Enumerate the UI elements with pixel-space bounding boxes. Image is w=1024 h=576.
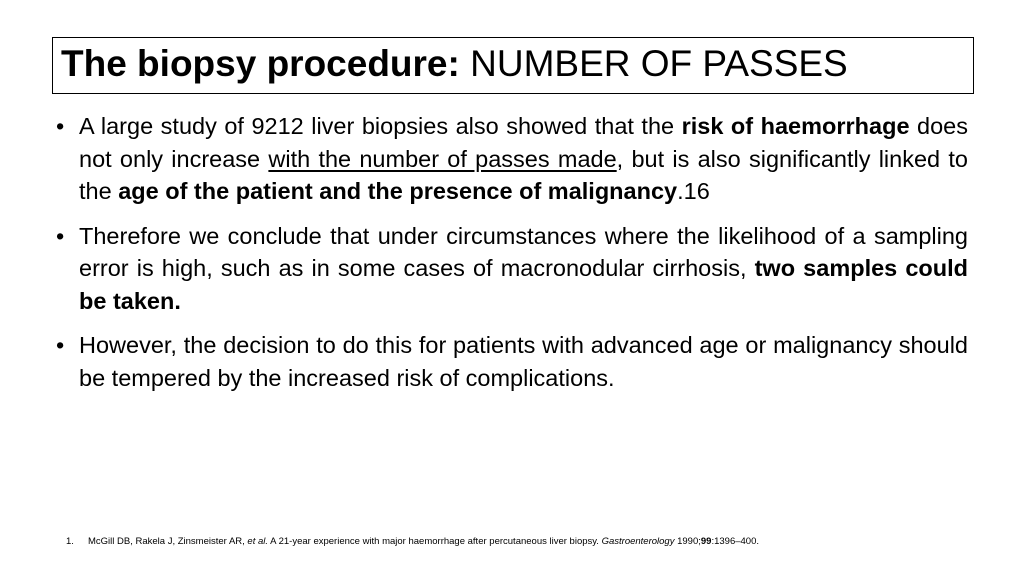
footnote-journal: Gastroenterology (601, 536, 675, 547)
bullet-dot-icon: • (56, 332, 65, 358)
slide-title-rest: NUMBER OF PASSES (459, 43, 848, 84)
bullet-list (56, 110, 968, 406)
footnote-number: 1. (66, 536, 74, 547)
footnote-year: 1990; (674, 536, 701, 547)
bullet-1-bold-1: risk of haemorrhage (681, 113, 910, 139)
bullet-item-3 (56, 329, 968, 394)
bullet-1-bold-2: age of the patient and the presence of malignancy (118, 178, 678, 204)
footnote-authors: McGill DB, Rakela J, Zinsmeister AR, (88, 536, 248, 547)
footnote-et-al: et al. (247, 536, 269, 547)
bullet-2-bold-1: two samples could be taken. (79, 255, 968, 314)
bullet-1-text-3: , but is also significantly linked to the (79, 145, 968, 204)
footnote-reference (66, 536, 759, 548)
bullet-1-text-2: does not only increase (79, 113, 968, 172)
footnote-volume: 99 (700, 536, 712, 547)
bullet-dot-icon: • (56, 222, 65, 249)
slide-title-bold: The biopsy procedure: (61, 43, 460, 84)
title-box (52, 37, 974, 94)
bullet-2-text-1: Therefore we conclude that under circumstances where the likelihood of a sampling error is high, such as in some cases of macronodular cirrhosis, (79, 222, 968, 281)
bullet-1-underline: with the number of passes made (268, 145, 617, 172)
slide-title (61, 45, 848, 82)
footnote-pages: :1396–400. (711, 536, 760, 547)
footnote-title: A 21-year experience with major haemorrhage after percutaneous liver biopsy. (268, 536, 602, 547)
bullet-item-1 (56, 110, 968, 208)
bullet-3-text-1: However, the decision to do this for patients with advanced age or malignancy should be tempered by the increased risk of complications. (79, 332, 968, 391)
bullet-dot-icon: • (56, 113, 65, 139)
bullet-1-text-4: .16 (677, 178, 710, 204)
bullet-1-text-1: A large study of 9212 liver biopsies also showed that the (79, 113, 682, 139)
bullet-item-2 (56, 220, 968, 318)
